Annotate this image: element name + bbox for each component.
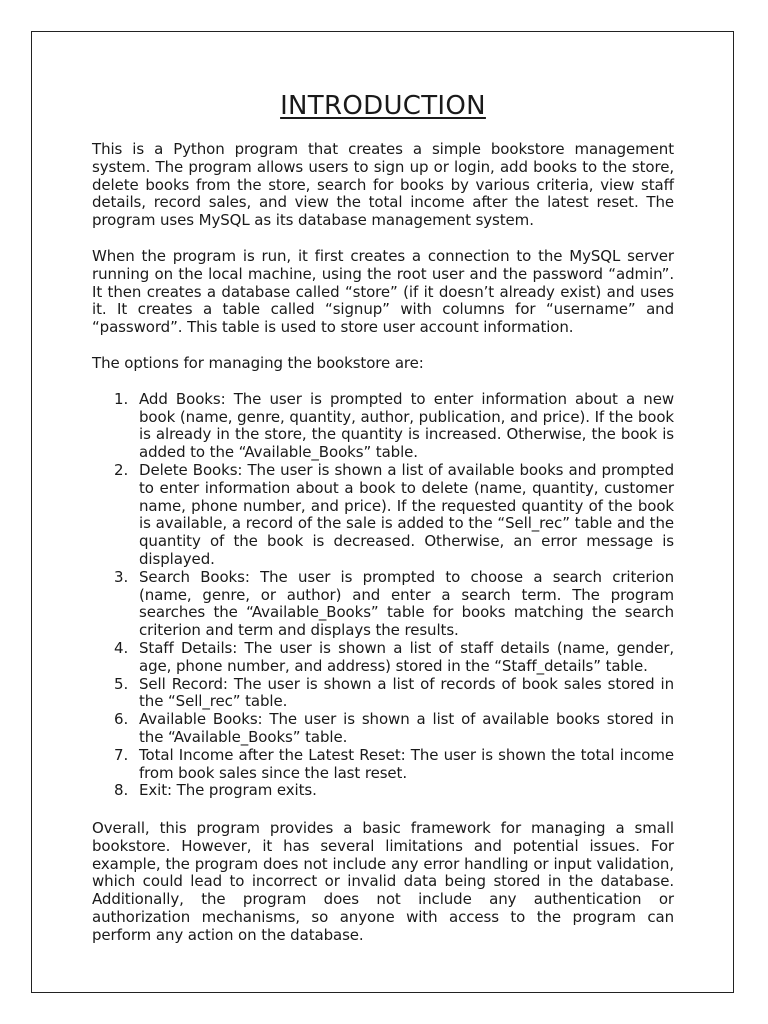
list-item-text: Available Books: The user is shown a list of available books stored in the “Available_Books” table. — [139, 710, 674, 746]
list-item-text: Total Income after the Latest Reset: The user is shown the total income from book sales since the last reset. — [139, 745, 674, 782]
list-item-text: Exit: The program exits. — [139, 781, 317, 800]
list-item — [92, 391, 674, 462]
conclusion-paragraph: Overall, this program provides a basic framework for managing a small bookstore. However, it has several limitations and potential issues. For example, the program does not include any error handling or input validation, which could lead to incorrect or invalid data being stored in the database. Additionally, the program does not include any authentication or authorization mechanisms, so anyone with access to the program can perform any action on the database. — [92, 819, 674, 944]
list-item-text: Sell Record: The user is shown a list of records of book sales stored in the “Sell_rec” table. — [139, 674, 674, 711]
list-item-number: 5. — [114, 674, 129, 693]
document-body — [92, 88, 674, 963]
list-item — [92, 676, 674, 712]
intro-paragraph: This is a Python program that creates a simple bookstore management system. The program allows users to sign up or login, add books to the store, delete books from the store, search for books by various criteria, view staff details, record sales, and view the total income after the latest reset. The program uses MySQL as its database management system. — [92, 140, 674, 230]
list-item-number: 6. — [114, 710, 129, 729]
list-item — [92, 462, 674, 569]
options-intro-paragraph: The options for managing the bookstore are: — [92, 353, 424, 372]
list-item — [92, 711, 674, 747]
list-item-text: Search Books: The user is prompted to choose a search criterion (name, genre, or author) and enter a search term. The program searches the “Available_Books” table for books matching the search criterion and term and displays the results. — [139, 567, 674, 640]
list-item — [92, 782, 674, 800]
list-item — [92, 640, 674, 676]
list-item-text: Delete Books: The user is shown a list of available books and prompted to enter information about a book to delete (name, quantity, customer name, phone number, and price). If the requested quantity of the book is available, a record of the sale is added to the “Sell_rec” table and the quantity of the book is decreased. Otherwise, an error message is displayed. — [139, 460, 674, 568]
list-item-number: 3. — [114, 567, 129, 586]
list-item-number: 8. — [114, 781, 129, 800]
options-list — [92, 391, 674, 800]
page-title: INTRODUCTION — [280, 91, 486, 121]
list-item-text: Add Books: The user is prompted to enter information about a new book (name, genre, quantity, author, publication, and price). If the book is already in the store, the quantity is increased. Otherwise, the book is added to the “Available_Books” table. — [139, 389, 674, 462]
list-item — [92, 747, 674, 783]
list-item-number: 4. — [114, 638, 129, 657]
connection-paragraph: When the program is run, it first creates a connection to the MySQL server running on the local machine, using the root user and the password “admin”. It then creates a database called “store” (if it doesn’t already exist) and uses it. It creates a table called “signup” with columns for “username” and “password”. This table is used to store user account information. — [92, 246, 674, 337]
list-item-number: 7. — [114, 745, 129, 764]
list-item-number: 1. — [114, 389, 129, 408]
list-item-text: Staff Details: The user is shown a list of staff details (name, gender, age, phone number, and address) stored in the “Staff_details” table. — [139, 638, 674, 675]
list-item — [92, 569, 674, 640]
list-item-number: 2. — [114, 460, 129, 479]
